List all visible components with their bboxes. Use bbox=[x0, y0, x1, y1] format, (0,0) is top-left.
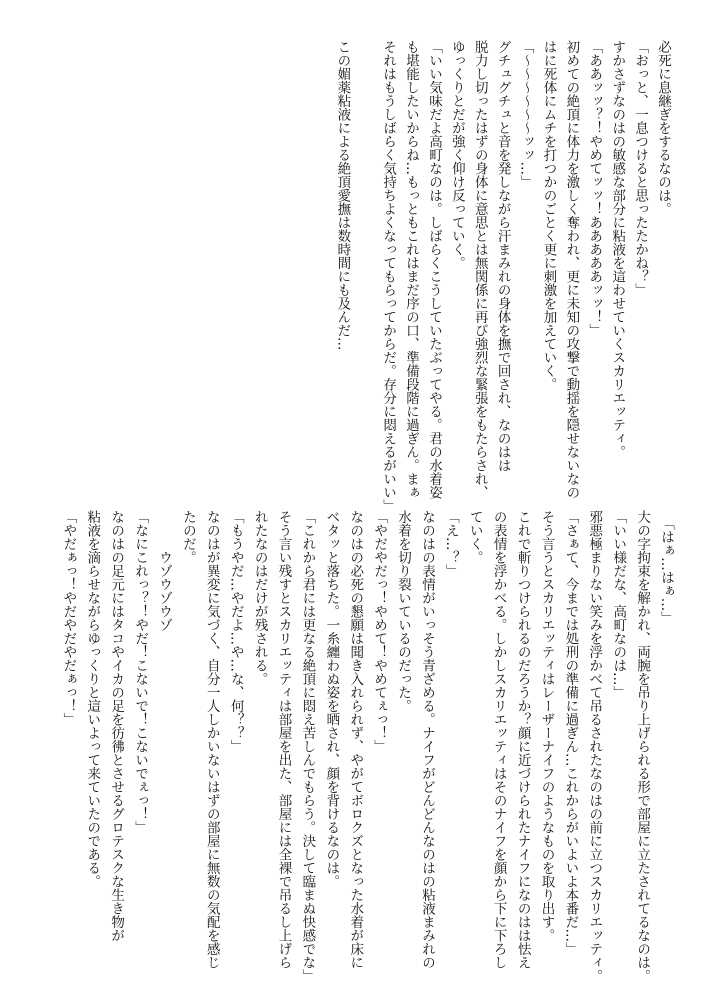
text-line: 必死に息継ぎをするなのは。 bbox=[655, 40, 671, 216]
text-line: なのはの必死の懇願は聞き入れられず、やがてボロクズとなった水着が床に bbox=[347, 510, 364, 969]
text-line: たのだ。 bbox=[179, 510, 196, 564]
top-text-block bbox=[330, 40, 674, 520]
text-line: も堪能したいからね…もっともこれはまだ序の口、準備段階に過ぎん。まぁ bbox=[403, 40, 420, 499]
text-line: 粘液を滴らせながらゆっくりと這いよって来ていたのである。 bbox=[84, 510, 101, 888]
text-line: 「さぁて、今までは処刑の準備に過ぎん…これからがいよいよ本番だ…」 bbox=[562, 510, 579, 956]
text-line: そう言い残すとスカリエッティは部屋を出た、部屋には全裸で吊るし上げら bbox=[275, 510, 292, 969]
text-line: そう言うとスカリエッティはレーザーナイフのようなものを取り出す。 bbox=[538, 510, 555, 942]
text-line: れたなのはだけが残される。 bbox=[251, 510, 268, 686]
text-line: 大の字拘束を解かれ、両腕を吊り上げられる形で部屋に立たされてるなのは。 bbox=[634, 510, 651, 983]
text-line: 水着を切り裂いているのだった。 bbox=[395, 510, 412, 713]
text-line: ていく。 bbox=[466, 510, 483, 564]
text-line: なのはの足元にはタコやイカの足を彷彿とさせるグロテスクな生き物が bbox=[108, 510, 125, 942]
text-line: 脱力し切ったはずの身体に意思とは無関係に再び強烈な緊張をもたらされ、 bbox=[471, 40, 488, 499]
text-line: グチュグチュと音を発しながら汗まみれの身体を撫で回され、なのはは bbox=[494, 40, 511, 472]
text-line: 「もうやだ…やだよ…や…な、何？？」 bbox=[227, 510, 244, 753]
text-line: 「おっと、一息つけると思ったたかね？」 bbox=[632, 40, 649, 297]
text-line: それはもうしばらく気持ちよくなってもらってからだ。存分に悶えるがいい」 bbox=[380, 40, 397, 513]
bottom-text-block bbox=[55, 510, 677, 983]
text-line: ベタッと落ちた。一糸纏わぬ姿を晒され、顔を背けるなのは。 bbox=[323, 510, 340, 888]
text-line: なのはの表情がいっそう青ざめる。ナイフがどんどんなのはの粘液まみれの bbox=[418, 510, 435, 969]
text-line: なのはが異変に気づく、自分一人しかいないはずの部屋に無数の気配を感じ bbox=[203, 510, 220, 969]
text-line: 「いい様だな、高町なのは…」 bbox=[610, 510, 627, 699]
text-line: 「やだぁっ！やだやだやだぁっ！」 bbox=[60, 510, 77, 726]
text-line: の表情を浮かべる。しかしスカリエッティはそのナイフを顔から下に下ろし bbox=[490, 510, 507, 969]
text-line: すかさずなのはの敏感な部分に粘液を這わせていくスカリエッティ。 bbox=[609, 40, 626, 459]
text-line: 「～～～～～～ッッ…」 bbox=[517, 40, 534, 189]
text-line: 初めての絶頂に体力を激しく奪われ、更に未知の攻撃で動揺を隠せないなの bbox=[563, 40, 580, 499]
text-line: この媚薬粘液による絶頂愛撫は数時間にも及んだ… bbox=[334, 40, 351, 351]
text-line: ウゾウゾウゾ bbox=[155, 510, 172, 632]
text-line: はに死体にムチを打つかのごとく更に刺激を加えていく。 bbox=[540, 40, 557, 391]
text-line: 「ああッッ？！やめてッッ！あああああッッ！」 bbox=[586, 40, 603, 337]
text-line bbox=[353, 40, 376, 520]
text-line: 邪悪極まりない笑みを浮かべて吊るされたなのはの前に立つスカリエッティ。 bbox=[586, 510, 603, 983]
text-line: 「これから君には更なる絶頂に悶え苦しんでもらう。決して臨まぬ快感でな」 bbox=[299, 510, 316, 983]
text-line: ゆっくりとだが強く仰け反っていく。 bbox=[448, 40, 465, 270]
text-line: 「いい気味だよ高町なのは。しばらくこうしていたぶってやる。君の水着姿 bbox=[425, 40, 442, 499]
text-line: 「え…？」 bbox=[442, 510, 459, 578]
text-line: 「はぁ…はぁ…」 bbox=[658, 510, 674, 625]
text-line: 「なにこれっ？！やだ！こないで！こないでぇっ！」 bbox=[132, 510, 149, 834]
text-line: これで斬りつけられるのだろうか？顔に近づけられたナイフになのはは怯え bbox=[514, 510, 531, 969]
text-line: 「やだやだっ！やめて！やめてぇっ！」 bbox=[371, 510, 388, 753]
